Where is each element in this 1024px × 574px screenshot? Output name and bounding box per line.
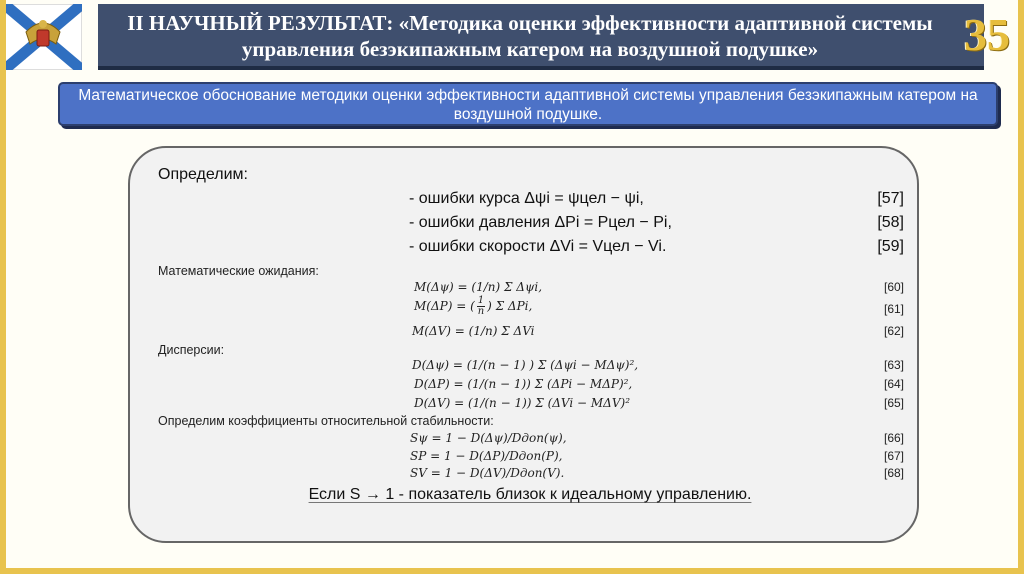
equation-ref: [62] — [883, 324, 904, 338]
equation-ref: [57] — [877, 190, 904, 207]
formula: M(Δψ) = (1/n) Σ Δψi, — [414, 280, 543, 294]
definition-row — [409, 238, 904, 256]
definition-text: - ошибки курса Δψi = ψцел − ψi, — [409, 190, 644, 207]
dispersion-heading: Дисперсии: — [158, 343, 225, 357]
formula-right: ) Σ ΔPi, — [487, 299, 533, 313]
equation-ref: [61] — [883, 302, 904, 316]
slide-title: II НАУЧНЫЙ РЕЗУЛЬТАТ: «Методика оценки эффективности адаптивной системы управления безэкипажным катером на воздушной подушке» — [127, 11, 933, 61]
equation-ref: [68] — [883, 466, 904, 480]
formula: SV = 1 − D(ΔV)/Dдоп(V). — [410, 466, 565, 480]
equation-ref: [63] — [883, 358, 904, 372]
formula: M(ΔV) = (1/n) Σ ΔVi — [412, 324, 535, 338]
formula: D(ΔP) = (1/(n − 1)) Σ (ΔPi − MΔP)², — [414, 377, 633, 391]
naval-flag-emblem-icon — [4, 4, 82, 70]
fraction — [477, 296, 485, 317]
definition-text: - ошибки скорости ΔVi = Vцел − Vi. — [409, 238, 667, 255]
fraction-denominator: n — [477, 306, 485, 317]
equation-ref: [60] — [883, 280, 904, 294]
formula: SP = 1 − D(ΔP)/Dдоп(P), — [410, 449, 563, 463]
equation-ref: [64] — [883, 377, 904, 391]
stability-heading: Определим коэффициенты относительной стабильности: — [158, 414, 494, 428]
formula: D(Δψ) = (1/(n − 1) ) Σ (Δψi − MΔψ)², — [412, 358, 639, 372]
slide-number: 35 — [964, 9, 1010, 60]
equation-ref: [59] — [877, 238, 904, 255]
slide-header — [0, 0, 1024, 78]
definition-row — [409, 214, 904, 232]
expectations-heading: Математические ожидания: — [158, 264, 319, 278]
formula: D(ΔV) = (1/(n − 1)) Σ (ΔVi − MΔV)² — [414, 396, 630, 410]
fraction-numerator: 1 — [477, 295, 485, 306]
formula: Sψ = 1 − D(Δψ)/Dдоп(ψ), — [410, 431, 567, 445]
definition-row — [409, 190, 904, 208]
equation-ref: [66] — [883, 431, 904, 445]
formula-left: M(ΔP) = ( — [414, 299, 475, 313]
conclusion-text: Если S → 1 - показатель близок к идеальному управлению. — [308, 486, 752, 503]
equation-ref: [65] — [883, 396, 904, 410]
definition-text: - ошибки давления ΔPi = Pцел − Pi, — [409, 214, 672, 231]
formula — [414, 296, 532, 317]
subtitle-banner — [58, 82, 998, 126]
equation-ref: [58] — [877, 214, 904, 231]
subtitle-text: Математическое обоснование методики оценки эффективности адаптивной системы управления безэкипажным катером на воздушной подушке. — [78, 87, 978, 123]
equation-ref: [67] — [883, 449, 904, 463]
intro-text: Определим: — [158, 166, 248, 183]
